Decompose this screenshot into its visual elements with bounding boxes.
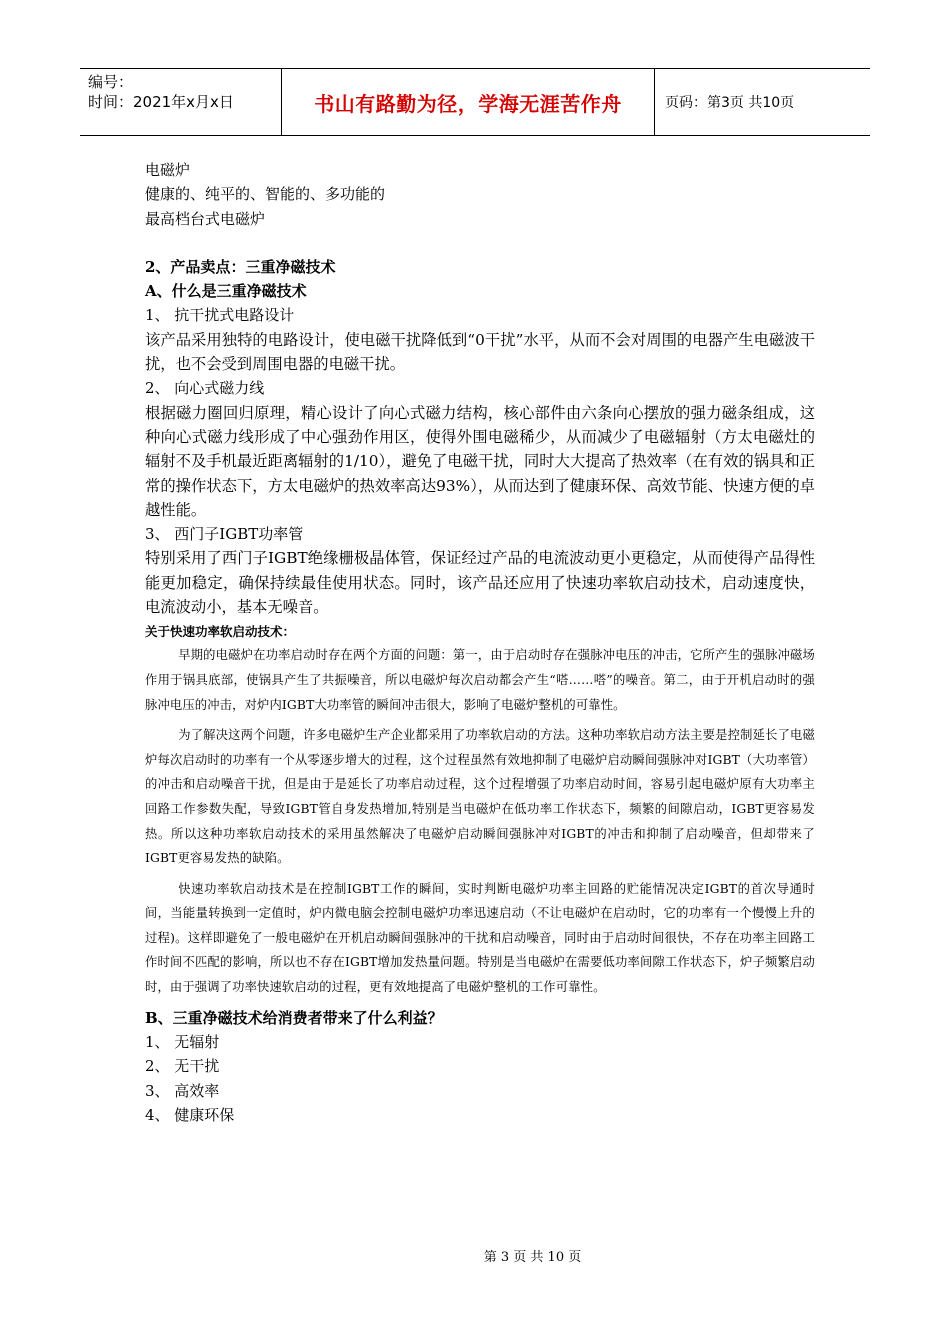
item1-title: 1、 抗干扰式电路设计 bbox=[145, 306, 295, 325]
item2-text: 根据磁力圈回归原理，精心设计了向心式磁力结构，核心部件由六条向心摆放的强力磁条组成，这种向心式磁力线形成了中心强劲作用区，使得外围电磁稀少，从而减少了电磁辐射（方太电磁灶的辐射不及手机最近距离辐射的1/10），避免了电磁干扰，同时大大提高了热效率（在有效的锅具和正常的操作状态下，方太电磁炉的热效率高达93%），从而达到了健康环保、高效节能、快速方便的卓越性能。 bbox=[145, 403, 815, 519]
item2-title: 2、 向心式磁力线 bbox=[145, 379, 265, 398]
item3-title: 3、 西门子IGBT功率管 bbox=[145, 525, 304, 544]
benefit-item: 1、 无辐射 bbox=[145, 1032, 220, 1051]
number-label: 编号： bbox=[88, 73, 134, 91]
subsection-b-title: B、三重净磁技术给消费者带来了什么利益？ bbox=[145, 1008, 443, 1027]
intro-line: 最高档台式电磁炉 bbox=[145, 209, 266, 228]
intro-line: 健康的、纯平的、智能的、多功能的 bbox=[145, 185, 386, 204]
soft-start-paragraph: 快速功率软启动技术是在控制IGBT工作的瞬间，实时判断电磁炉功率主回路的贮能情况决定IGBT的首次导通时间，当能量转换到一定值时，炉内微电脑会控制电磁炉功率迅速启动（不让电磁炉在启动时，它的功率有一个慢慢上升的过程)。这样即避免了一般电磁炉在开机启动瞬间强脉冲的干扰和启动噪音，同时由于启动时间很快，不存在功率主回路工作时间不匹配的影响，所以也不存在IGBT增加发热量问题。特别是当电磁炉在需要低功率间隙工作状态下，炉子频繁启动时，由于强调了功率快速软启动的过程，更有效地提高了电磁炉整机的工作可靠性。 bbox=[145, 881, 815, 995]
benefit-item: 4、 健康环保 bbox=[145, 1105, 235, 1124]
item1-text: 该产品采用独特的电路设计，使电磁干扰降低到“0干扰”水平，从而不会对周围的电器产生电磁波干扰，也不会受到周围电器的电磁干扰。 bbox=[145, 330, 815, 374]
item3-text: 特别采用了西门子IGBT绝缘栅极晶体管，保证经过产品的电流波动更小更稳定，从而使得产品得性能更加稳定，确保持续最佳使用状态。同时，该产品还应用了快速功率软启动技术，启动速度快，电流波动小，基本无噪音。 bbox=[145, 549, 815, 617]
intro-line: 电磁炉 bbox=[145, 161, 191, 179]
soft-start-paragraph: 为了解决这两个问题，许多电磁炉生产企业都采用了功率软启动的方法。这种功率软启动方法主要是控制延长了电磁炉每次启动时的功率有一个从零逐步增大的过程，这个过程虽然有效地抑制了电磁炉启动瞬间强脉冲对IGBT（大功率管）的冲击和启动噪音干扰，但是由于是延长了功率启动过程，这个过程增强了功率启动时间，容易引起电磁炉原有大功率主回路工作参数失配，导致IGBT管自身发热增加,特别是当电磁炉在低功率工作状态下，频繁的间隙启动，IGBT更容易发热。所以这种功率软启动技术的采用虽然解决了电磁炉启动瞬间强脉冲对IGBT的冲击和抑制了启动噪音，但却带来了IGBT更容易发热的缺陷。 bbox=[145, 728, 815, 866]
header-meta bbox=[80, 69, 282, 135]
benefit-item: 3、 高效率 bbox=[145, 1081, 220, 1100]
page-footer: 第 3 页 共 10 页 bbox=[483, 1250, 582, 1265]
time-label: 时间：2021年x月x日 bbox=[88, 93, 234, 111]
page-header bbox=[80, 68, 870, 136]
header-page-info: 页码：第3页 共10页 bbox=[665, 95, 795, 111]
benefit-item: 2、 无干扰 bbox=[145, 1057, 220, 1076]
header-motto: 书山有路勤为径，学海无涯苦作舟 bbox=[282, 69, 655, 135]
soft-start-title: 关于快速功率软启动技术： bbox=[145, 624, 296, 640]
soft-start-paragraph: 早期的电磁炉在功率启动时存在两个方面的问题：第一，由于启动时存在强脉冲电压的冲击，它所产生的强脉冲磁场作用于锅具底部，使锅具产生了共振噪音，所以电磁炉每次启动都会产生“嗒……嗒”的噪音。第二，由于开机启动时的强脉冲电压的冲击，对炉内IGBT大功率管的瞬间冲击很大，影响了电磁炉整机的可靠性。 bbox=[145, 648, 815, 712]
section-title: 2、产品卖点：三重净磁技术 bbox=[145, 257, 336, 276]
document-body bbox=[145, 158, 815, 1127]
subsection-a-title: A、什么是三重净磁技术 bbox=[145, 282, 307, 301]
